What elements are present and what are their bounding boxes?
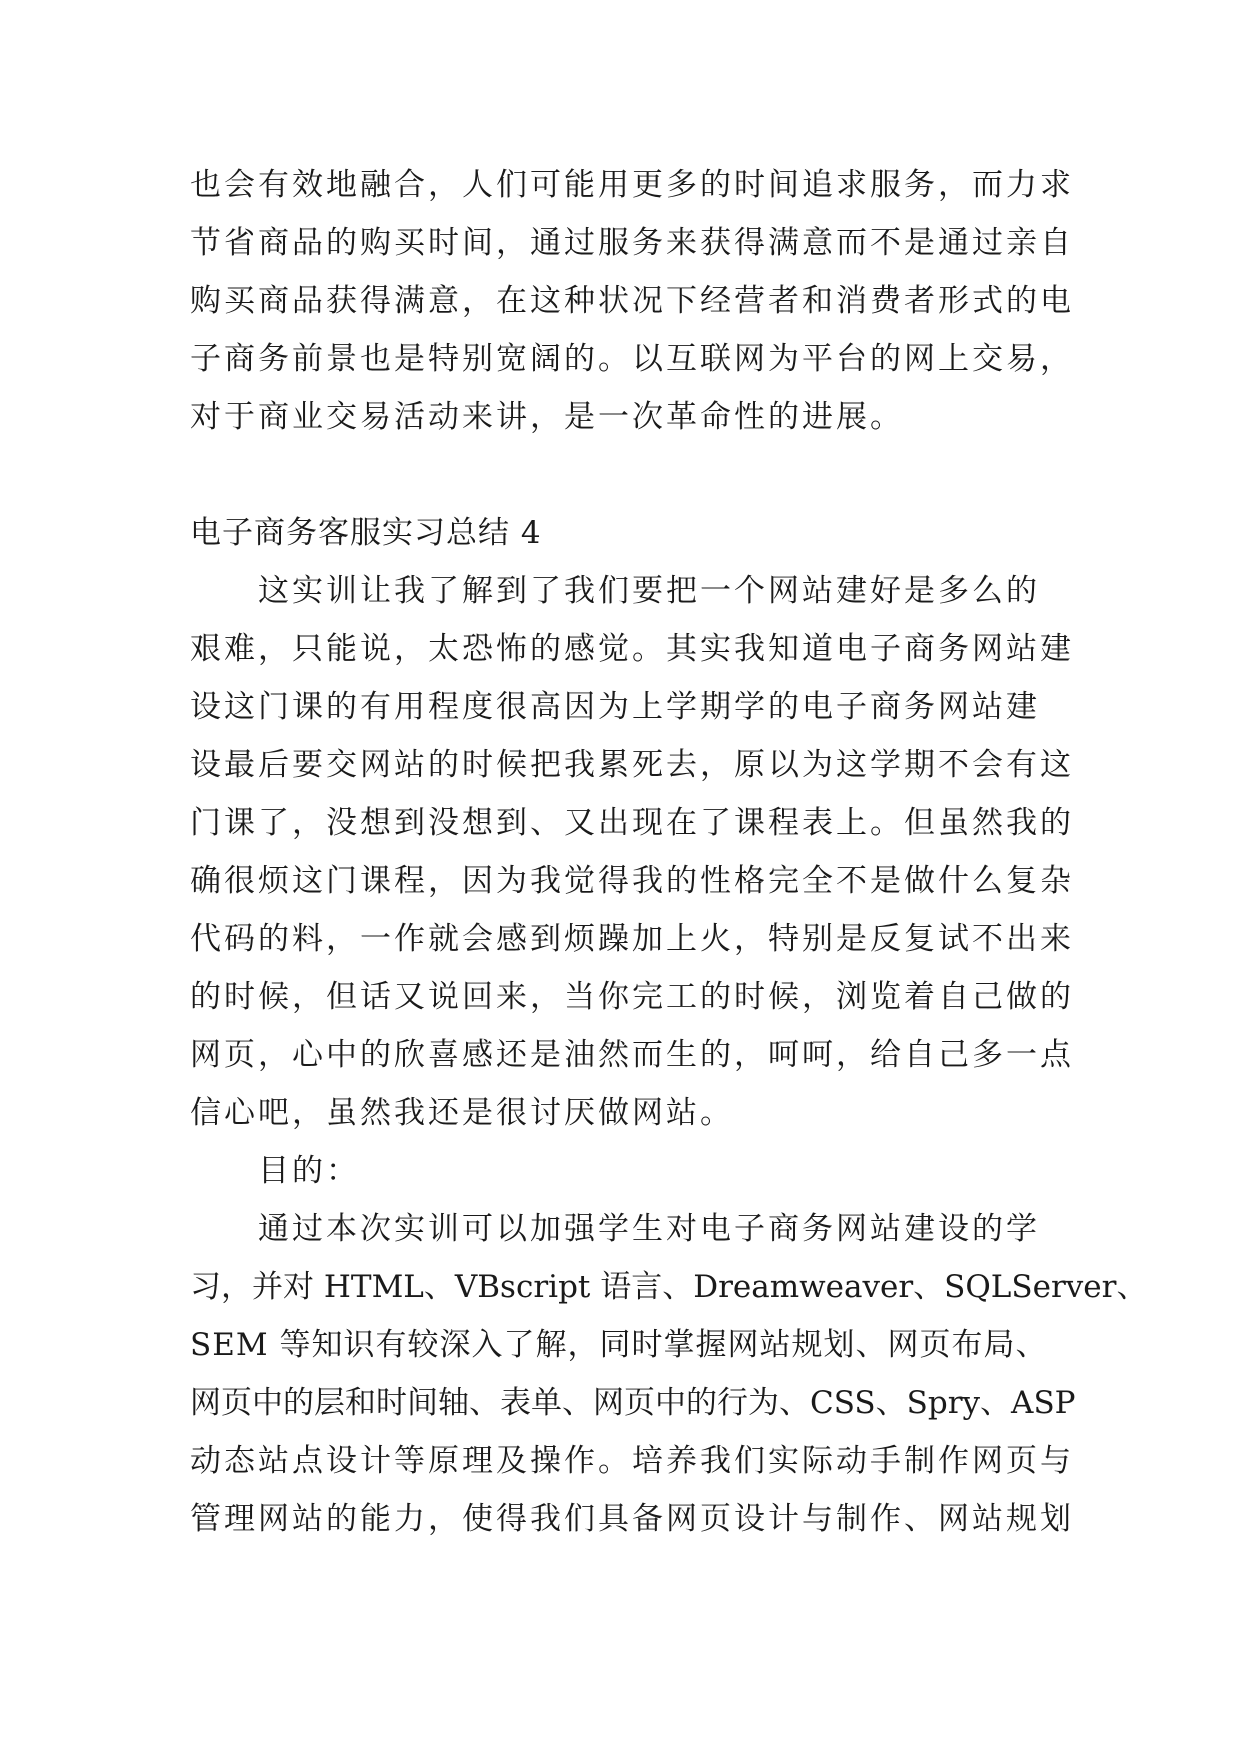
paragraph-purpose bbox=[190, 1200, 1148, 1548]
text-line: 门课了，没想到没想到、又出现在了课程表上。但虽然我的 bbox=[190, 805, 1074, 841]
text-line: 确很烦这门课程，因为我觉得我的性格完全不是做什么复杂 bbox=[190, 863, 1074, 899]
text-line: 管理网站的能力，使得我们具备网页设计与制作、网站规划 bbox=[190, 1501, 1074, 1537]
text-line: 设这门课的有用程度很高因为上学期学的电子商务网站建 bbox=[190, 689, 1040, 725]
continued-paragraph bbox=[190, 156, 1074, 446]
text-line: 代码的料，一作就会感到烦躁加上火，特别是反复试不出来 bbox=[190, 921, 1074, 957]
text-line: 对于商业交易活动来讲，是一次革命性的进展。 bbox=[190, 399, 904, 435]
text-line: 习，并对 HTML、VBscript 语言、Dreamweaver、SQLServer、 bbox=[190, 1269, 1148, 1305]
text-line: 子商务前景也是特别宽阔的。以互联网为平台的网上交易， bbox=[190, 341, 1074, 377]
text-line: 的时候，但话又说回来，当你完工的时候，浏览着自己做的 bbox=[190, 979, 1074, 1015]
text-line: 网页，心中的欣喜感还是油然而生的，呵呵，给自己多一点 bbox=[190, 1037, 1074, 1073]
text-line: 通过本次实训可以加强学生对电子商务网站建设的学 bbox=[258, 1211, 1040, 1247]
text-line: 也会有效地融合，人们可能用更多的时间追求服务，而力求 bbox=[190, 167, 1074, 203]
paragraph-gap bbox=[190, 446, 1070, 504]
section-title: 电子商务客服实习总结 4 bbox=[190, 515, 542, 551]
text-line: 信心吧，虽然我还是很讨厌做网站。 bbox=[190, 1095, 734, 1131]
text-line: 购买商品获得满意，在这种状况下经营者和消费者形式的电 bbox=[190, 283, 1074, 319]
text-line: 设最后要交网站的时候把我累死去，原以为这学期不会有这 bbox=[190, 747, 1074, 783]
text-line: SEM 等知识有较深入了解，同时掌握网站规划、网页布局、 bbox=[190, 1327, 1048, 1363]
text-line: 这实训让我了解到了我们要把一个网站建好是多么的 bbox=[258, 573, 1040, 609]
paragraph-experience bbox=[190, 562, 1074, 1142]
text-line: 网页中的层和时间轴、表单、网页中的行为、CSS、Spry、ASP bbox=[190, 1385, 1076, 1421]
purpose-label: 目的： bbox=[258, 1153, 360, 1189]
text-line: 节省商品的购买时间，通过服务来获得满意而不是通过亲自 bbox=[190, 225, 1074, 261]
text-line: 艰难，只能说，太恐怖的感觉。其实我知道电子商务网站建 bbox=[190, 631, 1074, 667]
text-line: 动态站点设计等原理及操作。培养我们实际动手制作网页与 bbox=[190, 1443, 1074, 1479]
document-page bbox=[190, 156, 1148, 1548]
